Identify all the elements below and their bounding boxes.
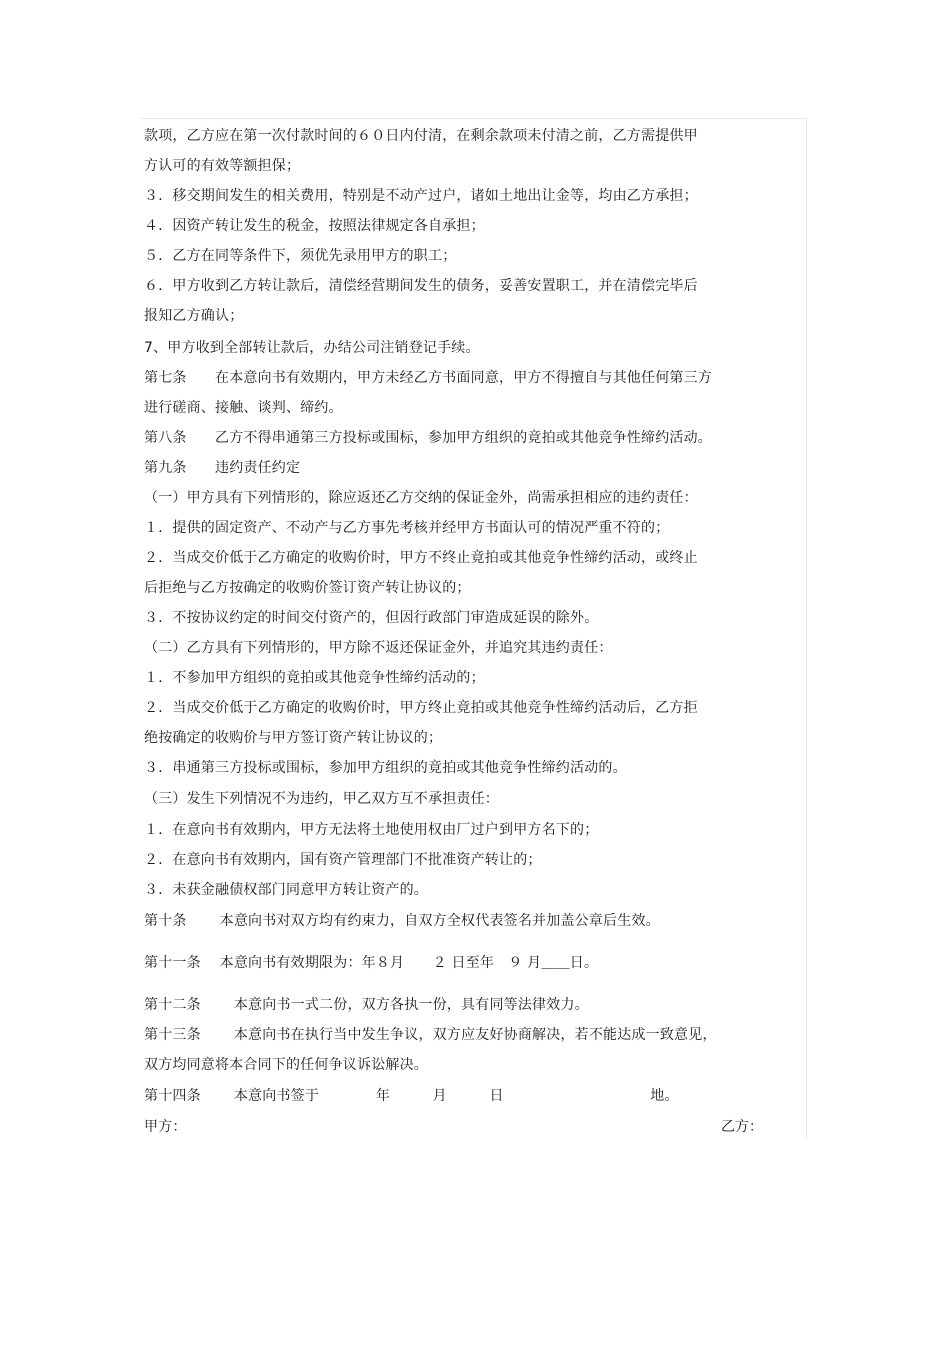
text-line: 7、甲方收到全部转让款后，办结公司注销登记手续。 [144,340,480,356]
text-line: ２．当成交价低于乙方确定的收购价时，甲方不终止竟拍或其他竞争性缔约活动，或终止 [144,550,698,566]
text-line: 第十条 本意向书对双方均有约束力，自双方全权代表签名并加盖公章后生效。 [144,913,660,929]
text-line: ５．乙方在同等条件下，须优先录用甲方的职工； [144,248,457,264]
text-line: 第十二条 本意向书一式二份，双方各执一份，具有同等法律效力。 [144,997,589,1013]
text-line: （二）乙方具有下列情形的，甲方除不返还保证金外，并追究其违约责任： [144,640,613,656]
text-line: 第八条 乙方不得串通第三方投标或围标，参加甲方组织的竟拍或其他竞争性缔约活动。 [144,430,712,446]
text-line: 双方均同意将本合同下的任何争议诉讼解决。 [144,1057,428,1073]
page-border [141,118,807,1138]
text-line: ２．在意向书有效期内，国有资产管理部门不批准资产转让的； [144,852,542,868]
text-line: 第九条 违约责任约定 [144,460,301,476]
text-line: １．提供的固定资产、不动产与乙方事先考核并经甲方书面认可的情况严重不符的； [144,520,670,536]
text-line: 第十一条 本意向书有效期限为：年８月 ２ 日至年 ９ 月＿＿日。 [144,955,599,971]
text-line: ３．串通第三方投标或围标，参加甲方组织的竟拍或其他竞争性缔约活动的。 [144,760,627,776]
text-line: 款项，乙方应在第一次付款时间的６０日内付清，在剩余款项未付清之前，乙方需提供甲 [144,128,698,144]
text-line: 后拒绝与乙方按确定的收购价签订资产转让协议的； [144,580,471,596]
text-line: １．在意向书有效期内，甲方无法将土地使用权由厂过户到甲方名下的； [144,822,599,838]
party-a-label: 甲方： [144,1119,187,1135]
text-line: ３．未获金融债权部门同意甲方转让资产的。 [144,882,428,898]
text-line: （一）甲方具有下列情形的，除应返还乙方交纳的保证金外，尚需承担相应的违约责任： [144,490,698,506]
text-line: ３．移交期间发生的相关费用，特别是不动产过户，诸如土地出让金等，均由乙方承担； [144,188,698,204]
text-line: 绝按确定的收购价与甲方签订资产转让协议的； [144,730,443,746]
text-line: （三）发生下列情况不为违约，甲乙双方互不承担责任： [144,791,499,807]
text-line: 第七条 在本意向书有效期内，甲方未经乙方书面同意，甲方不得擅自与其他任何第三方 [144,370,712,386]
text-line: ４．因资产转让发生的税金，按照法律规定各自承担； [144,218,485,234]
text-line: １．不参加甲方组织的竟拍或其他竞争性缔约活动的； [144,670,485,686]
text-line: 第十四条 本意向书签于 年 月 日 地。 [144,1088,679,1104]
party-b-label: 乙方： [721,1119,763,1135]
text-line: 报知乙方确认； [144,308,244,324]
text-line: ２．当成交价低于乙方确定的收购价时，甲方终止竟拍或其他竞争性缔约活动后，乙方拒 [144,700,698,716]
text-line: 进行磋商、接触、谈判、缔约。 [144,400,343,416]
text-line: ３．不按协议约定的时间交付资产的，但因行政部门审造成延误的除外。 [144,610,599,626]
text-line: 第十三条 本意向书在执行当中发生争议，双方应友好协商解决，若不能达成一致意见， [144,1027,717,1043]
text-line: 方认可的有效等额担保； [144,158,301,174]
text-line: ６．甲方收到乙方转让款后，清偿经营期间发生的债务，妥善安置职工，并在清偿完毕后 [144,278,698,294]
